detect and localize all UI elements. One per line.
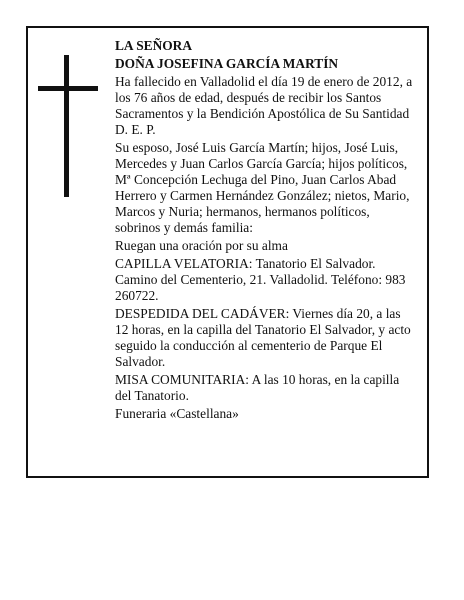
- family-list: Su esposo, José Luis García Martín; hijos, José Luis, Mercedes y Juan Carlos García García; hijos políticos, Mª Concepción Lechuga del Pino, Juan Carlos Abad Herrero y Carmen Hernández González; nietos, Mario, Marcos y Nuria; hermanos, hermanos políticos, sobrinos y demás familia:: [115, 140, 410, 235]
- funeral-home: Funeraria «Castellana»: [115, 406, 239, 421]
- farewell-details: DESPEDIDA DEL CADÁVER: Viernes día 20, a las 12 horas, en la capilla del Tanatorio El Salvador, y acto seguido la conducción al cementerio de Parque El Salvador.: [115, 306, 411, 369]
- cross-vertical-bar: [64, 55, 69, 197]
- death-announcement: Ha fallecido en Valladolid el día 19 de enero de 2012, a los 76 años de edad, después de recibir los Santos Sacramentos y la Bendición Apostólica de Su Santidad D. E. P.: [115, 74, 413, 137]
- wake-chapel: CAPILLA VELATORIA: Tanatorio El Salvador. Camino del Cementerio, 21. Valladolid. Teléfono: 983 260722.: [115, 256, 406, 303]
- obituary-text: [115, 38, 415, 424]
- deceased-name: DOÑA JOSEFINA GARCÍA MARTÍN: [115, 56, 339, 71]
- community-mass: MISA COMUNITARIA: A las 10 horas, en la capilla del Tanatorio.: [115, 372, 400, 403]
- heading: LA SEÑORA: [115, 38, 193, 53]
- cross-horizontal-bar: [38, 86, 98, 91]
- prayer-request: Ruegan una oración por su alma: [115, 238, 288, 253]
